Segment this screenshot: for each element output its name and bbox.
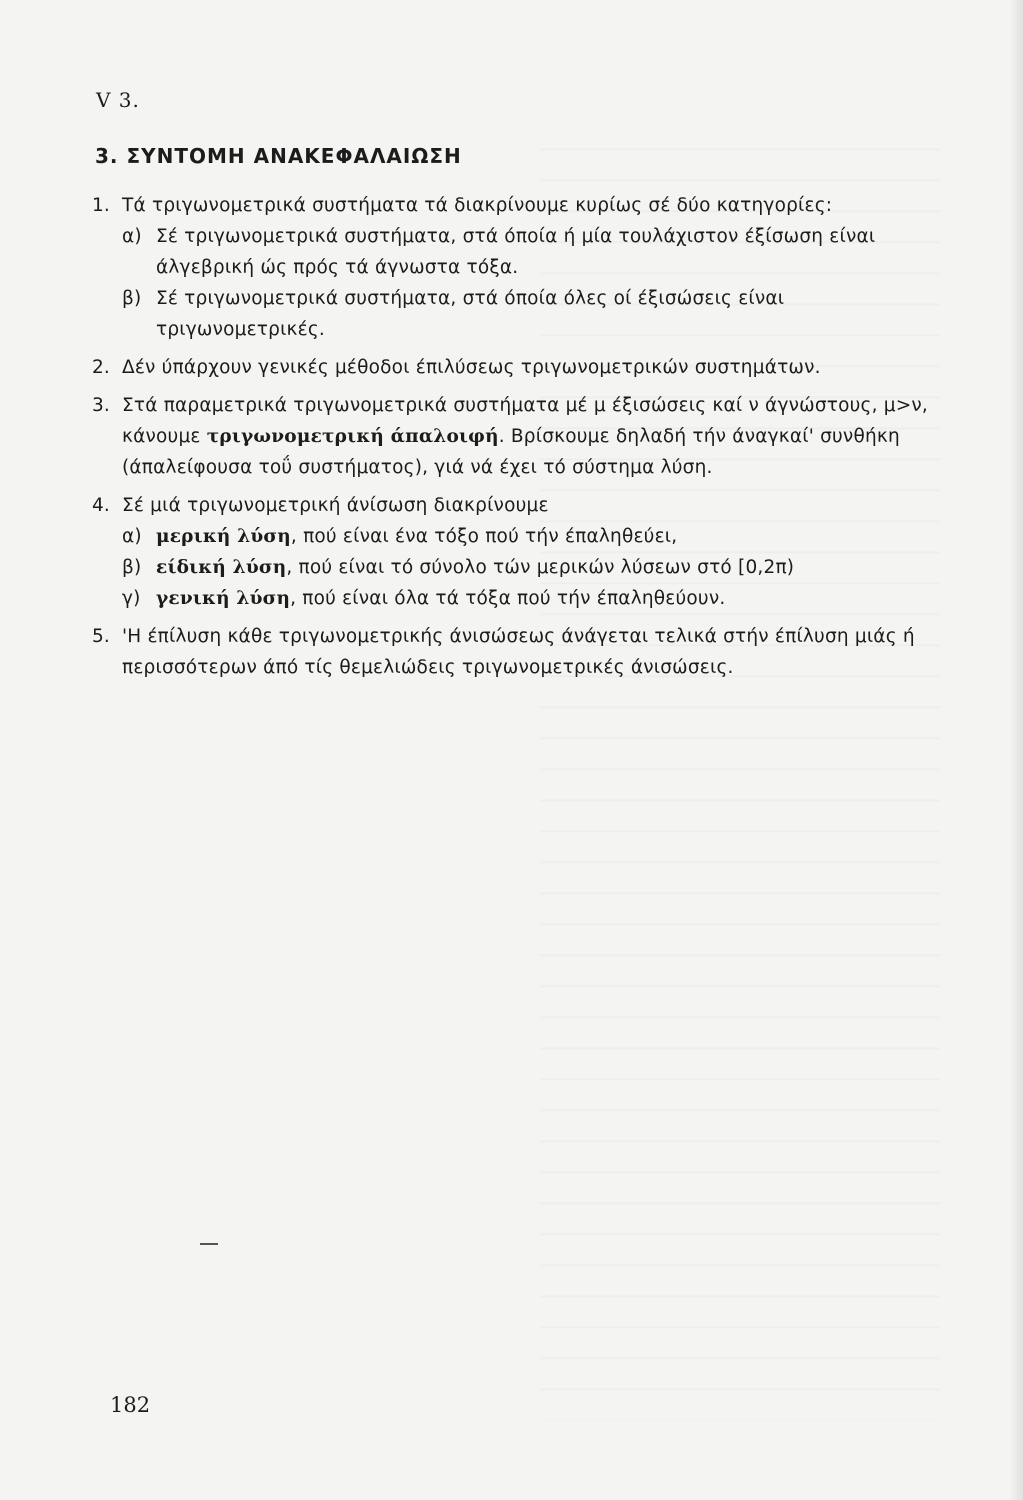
item-number: 1. <box>91 195 110 216</box>
page-edge-shadow <box>1009 0 1023 1500</box>
subitem-alpha <box>122 521 940 552</box>
item-text: Δέν ύπάρχουν γενικές μέθοδοι έπιλύσεως τριγωνομετρικών συστημάτων. <box>122 357 821 378</box>
subitem-text: , πού είναι όλα τά τόξα πού τήν έπαληθεύουν. <box>290 588 726 609</box>
bold-term: μερική λύση <box>156 526 291 547</box>
list-item-4 <box>80 490 940 614</box>
bold-term: είδική λύση <box>156 557 287 578</box>
item-number: 4. <box>91 495 110 516</box>
bold-term: γενική λύση <box>156 588 291 609</box>
list-item-5 <box>80 621 940 683</box>
subitem-text: , πού είναι τό σύνολο τών μερικών λύσεων στό [0,2π) <box>286 557 795 578</box>
section-title: 3. ΣΥΝΤΟΜΗ ΑΝΑΚΕΦΑΛΑΙΩΣΗ <box>95 144 462 168</box>
subitem-label: α) <box>122 526 142 547</box>
subitem-label: β) <box>122 288 142 309</box>
margin-mark <box>200 1243 218 1245</box>
item-text-end: . Βρίσκουμε δηλαδή τήν άναγκαί' συνθήκη (άπαλείφουσα τοΰ συστήματος), γιά νά έχει τό σύστημα λύση. <box>122 426 900 478</box>
item-number: 5. <box>91 626 110 647</box>
list-item-2 <box>80 352 940 383</box>
subitem-beta <box>122 552 940 583</box>
item-text-start: Στά παραμετρικά τριγωνομετρικά συστήματα μέ μ έξισώσεις καί ν άγνώστους, μ>ν, κάνουμε <box>122 395 929 447</box>
item-text: Τά τριγωνομετρικά συστήματα τά διακρίνουμε κυρίως σέ δύο κατηγορίες: <box>122 195 833 216</box>
subitem-label: β) <box>122 557 142 578</box>
item-text: 'Η έπίλυση κάθε τριγωνομετρικής άνισώσεως άνάγεται τελικά στήν έπίλυση μιάς ή περισσότερων άπό τίς θεμελιώδεις τριγωνομετρικές άνισώσεις. <box>122 626 915 678</box>
subitem-gamma <box>122 583 940 614</box>
list-item-3 <box>80 390 940 483</box>
item-number: 3. <box>91 395 110 416</box>
subitem-text: , πού είναι ένα τόξο πού τήν έπαληθεύει, <box>290 526 678 547</box>
item-number: 2. <box>91 357 110 378</box>
bold-term: τριγωνομετρική άπαλοιφή <box>206 426 499 447</box>
subitem-text: Σέ τριγωνομετρικά συστήματα, στά όποία ή μία τουλάχιστον έξίσωση είναι άλγεβρική ώς πρός τά άγνωστα τόξα. <box>156 226 876 278</box>
summary-list <box>80 190 940 690</box>
subitem-label: γ) <box>122 588 141 609</box>
subitem-label: α) <box>122 226 142 247</box>
subitem-text: Σέ τριγωνομετρικά συστήματα, στά όποία όλες οί έξισώσεις είναι τριγωνομετρικές. <box>156 288 785 340</box>
subitem-alpha <box>122 221 940 283</box>
subitem-beta <box>122 283 940 345</box>
page-number: 182 <box>110 1393 151 1417</box>
page-reference: V 3. <box>96 88 140 112</box>
item-text: Σέ μιά τριγωνομετρική άνίσωση διακρίνουμε <box>122 495 549 516</box>
list-item-1 <box>80 190 940 345</box>
